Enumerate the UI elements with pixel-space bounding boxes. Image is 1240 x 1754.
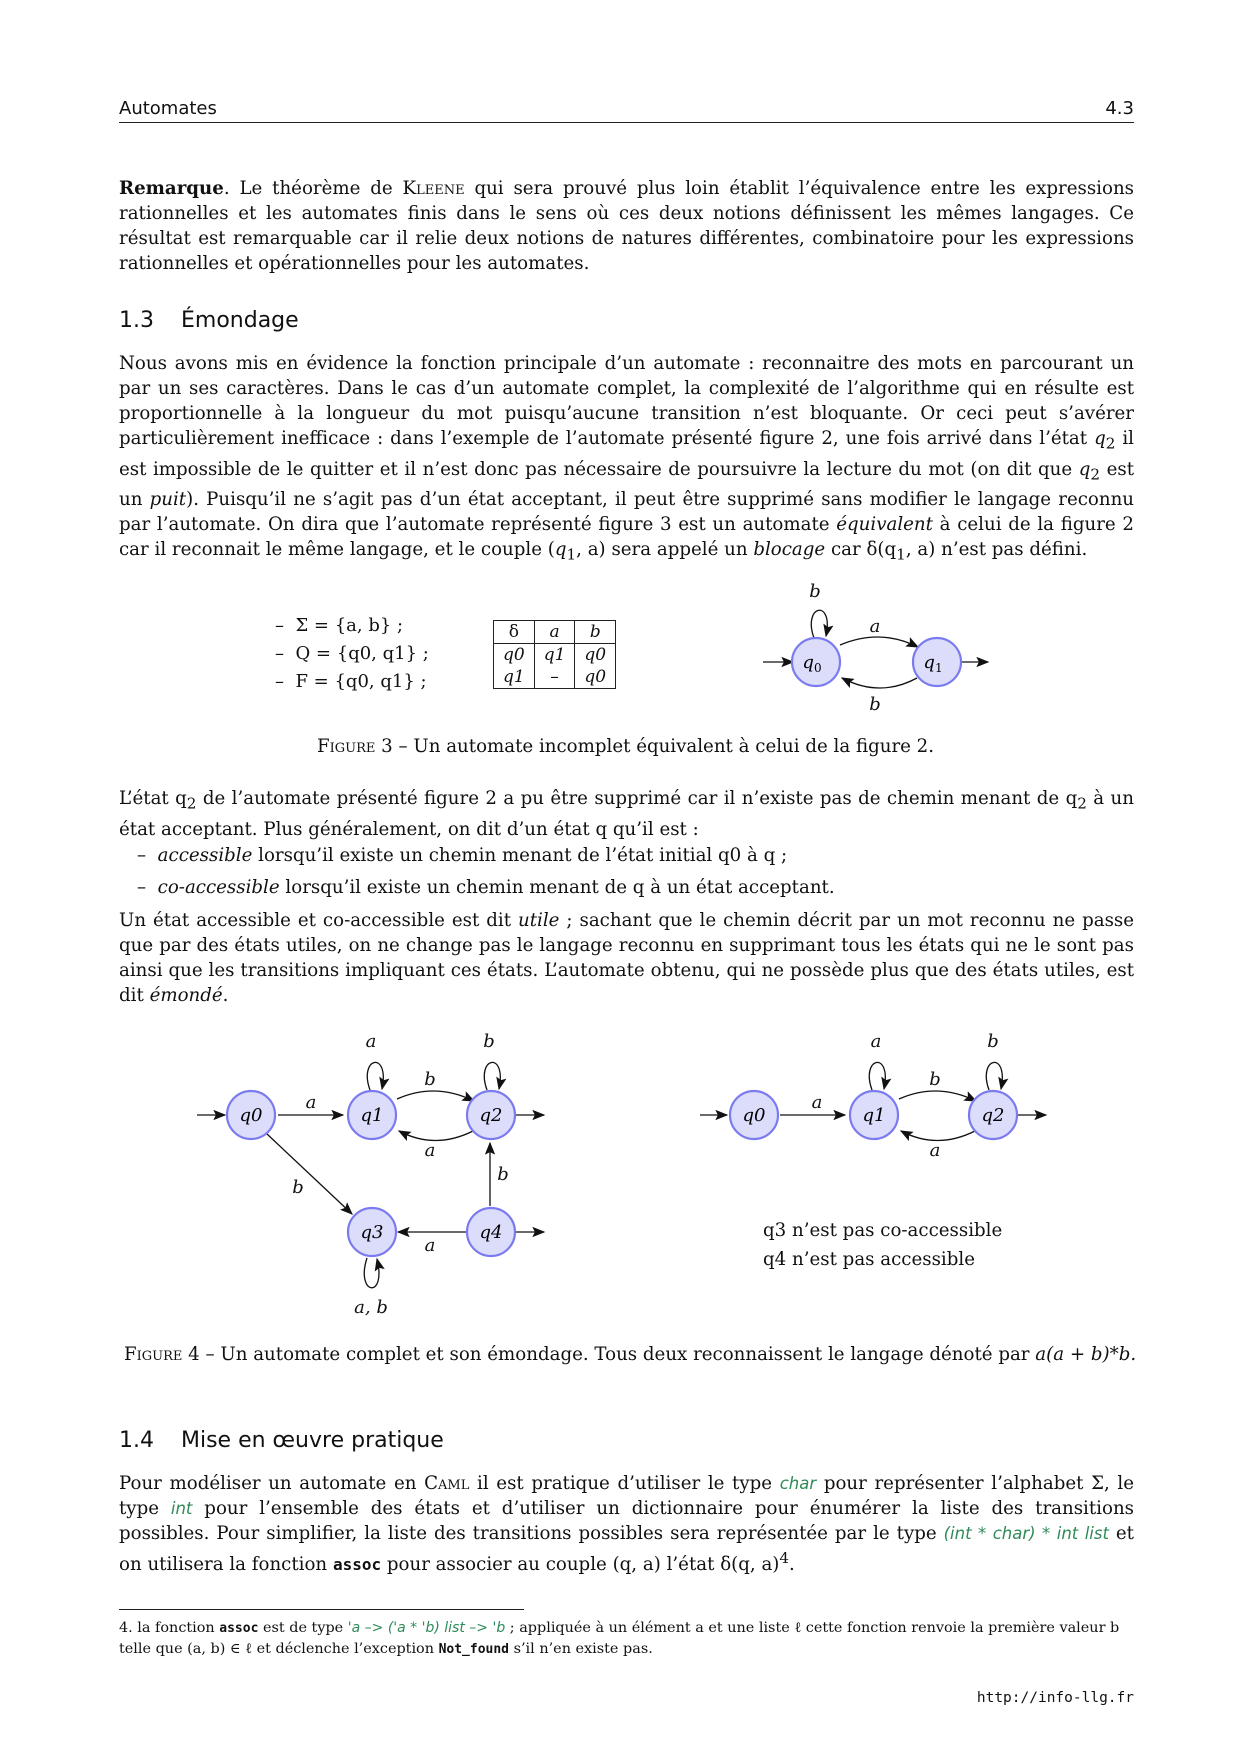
- fig3-label-b: b: [869, 694, 881, 715]
- fig4r-label: a: [870, 1031, 882, 1052]
- implementation-paragraph: [119, 1471, 1134, 1577]
- table-cell: q1: [494, 666, 535, 689]
- p14-text-4: pour l’ensemble des états et d’utiliser un dictionnaire pour énumérer la liste des transitions possibles. Pour simplifier, la liste des transitions possibles sera représentée par le type: [119, 1498, 1134, 1544]
- fig4r-label: a: [811, 1092, 823, 1113]
- fig4r-label: b: [987, 1031, 999, 1052]
- fig3-label-b-loop: b: [809, 581, 821, 602]
- footer-url[interactable]: http://info-llg.fr: [976, 1690, 1134, 1706]
- accessibility-paragraph: L’état $q_2$ de l’automate présenté figure 2 a pu être supprimé car il n’existe pas de chemin menant de $q_2$ à un état acceptant. Plus généralement, on dit d’un état q qu’il est :: [119, 788, 1134, 840]
- section-number: 1.4: [119, 1428, 154, 1453]
- p14-text-5: et on utilisera la fonction: [119, 1523, 1134, 1576]
- fn-text-3: ; appliquée à un élément a et une liste ℓ cette fonction renvoie la première valeur b telle que (a, b) ∈ ℓ et déclenche l’exception: [119, 1620, 1120, 1657]
- p13-text-2: il est impossible de le quitter et il n’est donc pas nécessaire de poursuivre la lecture du mot (on dit que: [119, 428, 1134, 480]
- fig3-label-a: a: [869, 616, 881, 637]
- fig4r-q1-label: q1: [862, 1105, 886, 1126]
- type-transition-list: (int * char) * int list: [943, 1524, 1109, 1543]
- p13-text-5: à celui de la figure 2 car il reconnait le même langage, et le couple (: [119, 514, 1134, 561]
- fn-type: 'a –> ('a * 'b) list –> 'b: [347, 1620, 506, 1636]
- footnote-rule: [119, 1609, 524, 1610]
- fig4r-loop-q1: [869, 1062, 885, 1090]
- fig4l-q3-label: q3: [360, 1222, 384, 1243]
- remark-label: Remarque: [119, 178, 224, 199]
- caption-text: 3 – Un automate incomplet équivalent à celui de la figure 2.: [375, 736, 935, 757]
- note-q4: q4 n’est pas accessible: [763, 1249, 975, 1270]
- fig4l-label: a: [424, 1235, 436, 1256]
- section-heading-1-4: [119, 1428, 444, 1453]
- bullet-co-accessible: [137, 872, 1127, 904]
- caption-expression: a(a + b)*b.: [1035, 1344, 1137, 1365]
- table-cell: q0: [494, 644, 535, 667]
- fig4l-q1-label: q1: [360, 1105, 384, 1126]
- fig4l-q2-label: q2: [479, 1105, 503, 1126]
- p13-text-1: Nous avons mis en évidence la fonction principale d’un automate : reconnaitre des mots en parcourant un par un ses caractères. Dans le cas d’un automate complet, la complexité de l’algorithme qui en résulte est proportionnelle à la longueur du mot puisqu’aucune transition n’est bloquante. Or ceci peut s’avérer particulièrement inefficace : dans l’exemple de l’automate présenté figure 2, une fois arrivé dans l’état: [119, 353, 1134, 449]
- equivalent-term: équivalent: [836, 514, 933, 536]
- def-sigma: – Σ = {a, b} ;: [275, 612, 429, 640]
- p13-text-4: ). Puisqu’il ne s’agit pas d’un état acceptant, il peut être supprimé sans modifier le langage reconnu par l’automate. On dira que l’automate représenté figure 3 est un automate: [119, 489, 1134, 536]
- fig4l-q0-label: q0: [239, 1105, 263, 1126]
- fig4l-q4-label: q4: [479, 1222, 503, 1243]
- definition-list: [137, 840, 1127, 904]
- fig4r-label: b: [929, 1069, 941, 1090]
- fig4-caption: [124, 1344, 1136, 1365]
- table-cell: q0: [575, 666, 616, 689]
- caption-prefix: Figure: [317, 736, 376, 757]
- table-cell: q1: [534, 644, 575, 667]
- p14-text-1: Pour modéliser un automate en: [119, 1473, 425, 1494]
- table-header: a: [534, 621, 575, 644]
- p14-text-6: pour associer au couple (q, a) l’état δ(q, a): [381, 1554, 780, 1576]
- type-int: int: [170, 1499, 193, 1518]
- utile-paragraph: [119, 908, 1134, 1008]
- emondage-paragraph: Nous avons mis en évidence la fonction principale d’un automate : reconnaitre des mots en parcourant un par un ses caractères. Dans le cas d’un automate complet, la complexité de l’algorithme qui en résulte est proportionnelle à la longueur du mot puisqu’aucune transition n’est bloquante. Or ceci peut s’avérer particulièrement inefficace : dans l’exemple de l’automate présenté figure 2, une fois arrivé dans l’état $q_2$ il est impossible de le quitter et il n’est donc pas nécessaire de poursuivre la lecture du mot (on dit que $q_2$ est un puit). Puisqu’il ne s’agit pas d’un état acceptant, il peut être supprimé sans modifier le langage reconnu par l’automate. On dira que l’automate représenté figure 3 est un automate équivalent à celui de la figure 2 car il reconnait le même langage, et le couple ($q_1$, a) sera appelé un blocage car $\delta(q_1$, a) n’est pas défini.: [119, 353, 1135, 564]
- fn-text-1: 4. la fonction: [119, 1620, 220, 1636]
- section-title: Émondage: [181, 308, 299, 333]
- term-accessible: accessible: [157, 845, 253, 866]
- putile-text-3: .: [222, 985, 229, 1006]
- fig3-edge-q1-q0: [842, 678, 917, 688]
- section-number: 1.3: [119, 308, 154, 333]
- note-q3: q3 n’est pas co-accessible: [763, 1220, 1003, 1241]
- table-cell: –: [534, 666, 575, 689]
- fig4r-label: a: [929, 1140, 941, 1161]
- fig4l-edge-q2-q1: [399, 1131, 473, 1141]
- p14-text-7: .: [789, 1554, 795, 1576]
- p13-text-8: , a) n’est pas défini.: [905, 539, 1088, 561]
- remark-text-1: . Le théorème de: [223, 178, 403, 199]
- bullet-text: lorsqu’il existe un chemin menant de l’état initial q0 à q ;: [252, 845, 788, 866]
- q2-symbol: q: [1078, 458, 1091, 480]
- p13-text-3: est un: [119, 458, 1135, 511]
- fig4l-label: b: [424, 1069, 436, 1090]
- fig4l-label: b: [497, 1164, 509, 1185]
- fig4l-loop-q1: [367, 1062, 383, 1090]
- q2-symbol: q: [1094, 428, 1106, 449]
- caml-name: Caml: [424, 1473, 470, 1494]
- p13-text-6: , a) sera appelé un: [576, 539, 754, 561]
- fig4l-loop-q2: [484, 1062, 500, 1090]
- fig4l-edge-q1-q2: [397, 1091, 474, 1101]
- p14-text-3: pour représenter l’alphabet Σ, le type: [119, 1473, 1135, 1519]
- footnote-ref[interactable]: 4: [779, 1549, 790, 1567]
- fig4r-q0-label: q0: [742, 1105, 766, 1126]
- fig4l-label: a: [365, 1031, 377, 1052]
- utile-term: utile: [518, 910, 560, 931]
- pacc-text-1: L’état q: [119, 788, 187, 809]
- blocage-term: blocage: [753, 539, 826, 561]
- footnote: [119, 1618, 1134, 1660]
- p13-text-7: car δ(q: [825, 539, 897, 561]
- fn-assoc: assoc: [219, 1621, 259, 1636]
- p14-text-2: il est pratique d’utiliser le type: [469, 1473, 780, 1494]
- fig4l-edge-q0-q3: [267, 1134, 352, 1214]
- putile-text-1: Un état accessible et co-accessible est dit: [119, 910, 518, 931]
- fig3-q1-label: $q_1$: [923, 652, 943, 675]
- fig3-edge-q0-q1: [840, 637, 918, 647]
- bullet-text: lorsqu’il existe un chemin menant de q à un état acceptant.: [279, 877, 835, 898]
- fig4l-label: a: [305, 1092, 317, 1113]
- fig4l-loop-q3: [364, 1258, 379, 1288]
- puit-term: puit: [149, 489, 187, 511]
- fig3-loop-q0: [811, 610, 827, 638]
- emonde-term: émondé: [149, 985, 223, 1006]
- fig3-q0-label: $q_0$: [802, 652, 822, 675]
- caption-prefix: Figure: [124, 1344, 183, 1365]
- fig4r-edge-q1-q2: [899, 1091, 976, 1101]
- type-char: char: [779, 1474, 817, 1493]
- fig4l-label: b: [483, 1031, 495, 1052]
- term-co-accessible: co-accessible: [157, 877, 280, 898]
- section-title: Mise en œuvre pratique: [181, 1428, 444, 1453]
- bullet-accessible: [137, 840, 1127, 872]
- def-states: – Q = {q0, q1} ;: [275, 640, 429, 668]
- q1-symbol: q: [554, 539, 567, 561]
- fn-exception: Not_found: [438, 1642, 510, 1657]
- pacc-text-3: à un état acceptant. Plus généralement, on dit d’un état q qu’il est :: [119, 788, 1134, 840]
- fig4l-label: a: [424, 1140, 436, 1161]
- header-section-number: 4.3: [1105, 98, 1134, 119]
- table-header: δ: [494, 621, 535, 644]
- def-final: – F = {q0, q1} ;: [275, 668, 429, 696]
- pacc-text-2: de l’automate présenté figure 2 a pu être supprimé car il n’existe pas de chemin menant de q: [196, 788, 1078, 809]
- fig3-caption: [317, 736, 934, 757]
- kleene-name: Kleene: [402, 178, 465, 199]
- fig4r-loop-q2: [986, 1062, 1002, 1090]
- fig4l-label: a, b: [354, 1297, 388, 1318]
- header-title: Automates: [119, 98, 217, 119]
- fn-text-2: est de type: [258, 1620, 348, 1636]
- remark-text-2: qui sera prouvé plus loin établit l’équivalence entre les expressions rationnelles et les automates finis dans le sens où ces deux notions définissent les mêmes langages. Ce résultat est remarquable car il relie deux notions de natures différentes, combinatoire pour les expressions rationnelles et opérationnelles pour les automates.: [119, 178, 1134, 274]
- putile-text-2: ; sachant que le chemin décrit par un mot reconnu ne passe que par des états utiles, on ne change pas le langage reconnu en supprimant tous les états qui ne le sont pas ainsi que les transitions impliquant ces états. L’automate obtenu, qui ne possède plus que des états utiles, est dit: [119, 910, 1134, 1006]
- fn-text-4: s’il n’en existe pas.: [509, 1641, 653, 1657]
- fig4l-label: b: [292, 1177, 304, 1198]
- table-cell: q0: [575, 644, 616, 667]
- assoc-function: assoc: [332, 1555, 382, 1575]
- table-header: b: [575, 621, 616, 644]
- caption-text: 4 – Un automate complet et son émondage. Tous deux reconnaissent le langage dénoté par: [182, 1344, 1036, 1365]
- fig4r-q2-label: q2: [981, 1105, 1005, 1126]
